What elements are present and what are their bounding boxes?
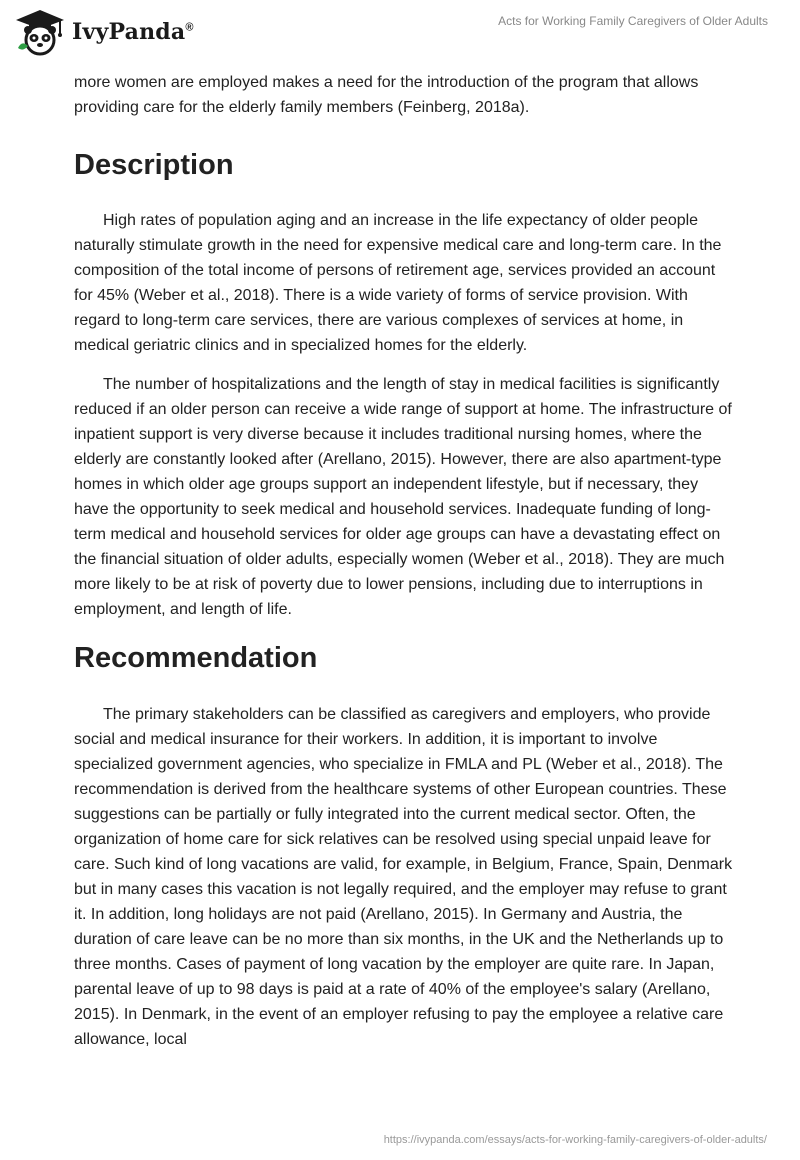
document-title: Acts for Working Family Caregivers of Older Adults	[498, 14, 768, 28]
recommendation-paragraph-1: The primary stakeholders can be classified as caregivers and employers, who provide social and medical insurance for their workers. In addition, it is important to involve specialized government agencies, who specialize in FMLA and PL (Weber et al., 2018). The recommendation is derived from the healthcare systems of other European countries. These suggestions can be partially or fully integrated into the current medical sector. Often, the organization of home care for sick relatives can be resolved using special unpaid leave for care. Such kind of long vacations are valid, for example, in Belgium, France, Spain, Denmark but in many cases this vacation is not legally required, and the employer may refuse to grant it. In addition, long holidays are not paid (Arellano, 2015). In Germany and Austria, the duration of care leave can be no more than six months, in the UK and the Netherlands up to three months. Cases of payment of long vacation by the employer are quite rare. In Japan, parental leave of up to 98 days is paid at a rate of 40% of the employee's salary (Arellano, 2015). In Denmark, in the event of an employer refusing to pay the employee a relative care allowance, local	[74, 706, 733, 1048]
description-paragraph-1: High rates of population aging and an increase in the life expectancy of older people naturally stimulate growth in the need for expensive medical care and long-term care. In the composition of the total income of persons of retirement age, services provided an account for 45% (Weber et al., 2018). There is a wide variety of forms of service provision. With regard to long-term care services, there are various complexes of services at home, in medical geriatric clinics and in specialized homes for the elderly.	[74, 212, 722, 354]
essay-body	[74, 70, 734, 1052]
panda-graduation-cap-icon	[14, 8, 66, 56]
page-header	[0, 0, 800, 68]
ivypanda-logo[interactable]	[14, 8, 194, 56]
intro-paragraph: more women are employed makes a need for the introduction of the program that allows providing care for the elderly family members (Feinberg, 2018a).	[74, 74, 699, 116]
description-heading: Description	[74, 149, 234, 181]
description-paragraph-2: The number of hospitalizations and the length of stay in medical facilities is significantly reduced if an older person can receive a wide range of support at home. The infrastructure of inpatient support is very diverse because it includes traditional nursing homes, where the elderly are constantly looked after (Arellano, 2015). However, there are also apartment-type homes in which older age groups support an independent lifestyle, but if necessary, they have the opportunity to seek medical and household services. Inadequate funding of long-term medical and household services for older age groups can have a devastating effect on the financial situation of older adults, especially women (Weber et al., 2018). They are much more likely to be at risk of poverty due to lower pensions, including due to interruptions in employment, and length of life.	[74, 376, 732, 618]
logo-wordmark: IvyPanda®	[72, 19, 194, 45]
recommendation-heading: Recommendation	[74, 642, 318, 674]
source-url[interactable]: https://ivypanda.com/essays/acts-for-working-family-caregivers-of-older-adults/	[383, 1134, 767, 1146]
